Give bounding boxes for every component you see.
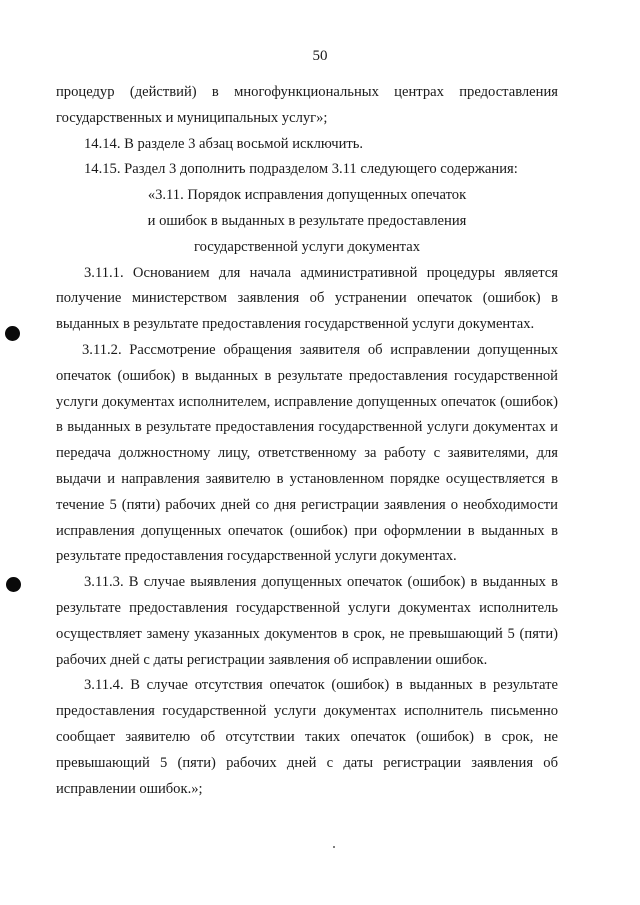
page-number: 50 (312, 48, 328, 64)
paragraph-14-14: 14.14. В разделе 3 абзац восьмой исключить. (84, 135, 364, 152)
section-3-11-1: 3.11.1. Основанием для начала административной процедуры является получение министерством заявления об устранении опечаток (ошибок) в выданных в результате предоставления государственной услуги документах. (56, 264, 558, 333)
section-3-11-4: 3.11.4. В случае отсутствия опечаток (ошибок) в выданных в результате предоставления государственной услуги документах исполнитель письменно сообщает заявителю об отсутствии таких опечаток (ошибок) в срок, не превышающий 5 (пяти) рабочих дней с даты регистрации заявления об исправлении ошибок.»; (56, 677, 558, 797)
scan-speck (333, 846, 335, 848)
punch-hole-mark (6, 577, 21, 592)
punch-hole-mark (5, 326, 20, 341)
paragraph-14-15: 14.15. Раздел 3 дополнить подразделом 3.11 следующего содержания: (84, 161, 518, 178)
heading-line: и ошибок в выданных в результате предоставления (147, 212, 467, 229)
subsection-heading (56, 183, 558, 260)
paragraph-continuation: процедур (действий) в многофункциональных центрах предоставления государственных и муниципальных услуг»; (56, 84, 558, 126)
section-3-11-3: 3.11.3. В случае выявления допущенных опечаток (ошибок) в выданных в результате предоставления государственной услуги документах исполнитель осуществляет замену указанных документов в срок, не превышающий 5 (пяти) рабочих дней с даты регистрации заявления об исправлении ошибок. (56, 574, 558, 668)
heading-line: государственной услуги документах (193, 238, 421, 255)
section-3-11-2: 3.11.2. Рассмотрение обращения заявителя об исправлении допущенных опечаток (ошибок) в выданных в результате предоставления государственной услуги документах исполнителем, исправление допущенных опечаток (ошибок) в выданных в результате предоставления государственной услуги документах и передача должностному лицу, ответственному за работу с заявителями, для выдачи и направления заявителю в установленном порядке осуществляется в течение 5 (пяти) рабочих дней со дня регистрации заявления о необходимости исправления допущенных опечаток (ошибок) при оформлении в выданных в результате предоставления государственной услуги документах. (56, 341, 558, 565)
heading-line: «3.11. Порядок исправления допущенных опечаток (147, 187, 467, 204)
document-body (56, 80, 558, 802)
